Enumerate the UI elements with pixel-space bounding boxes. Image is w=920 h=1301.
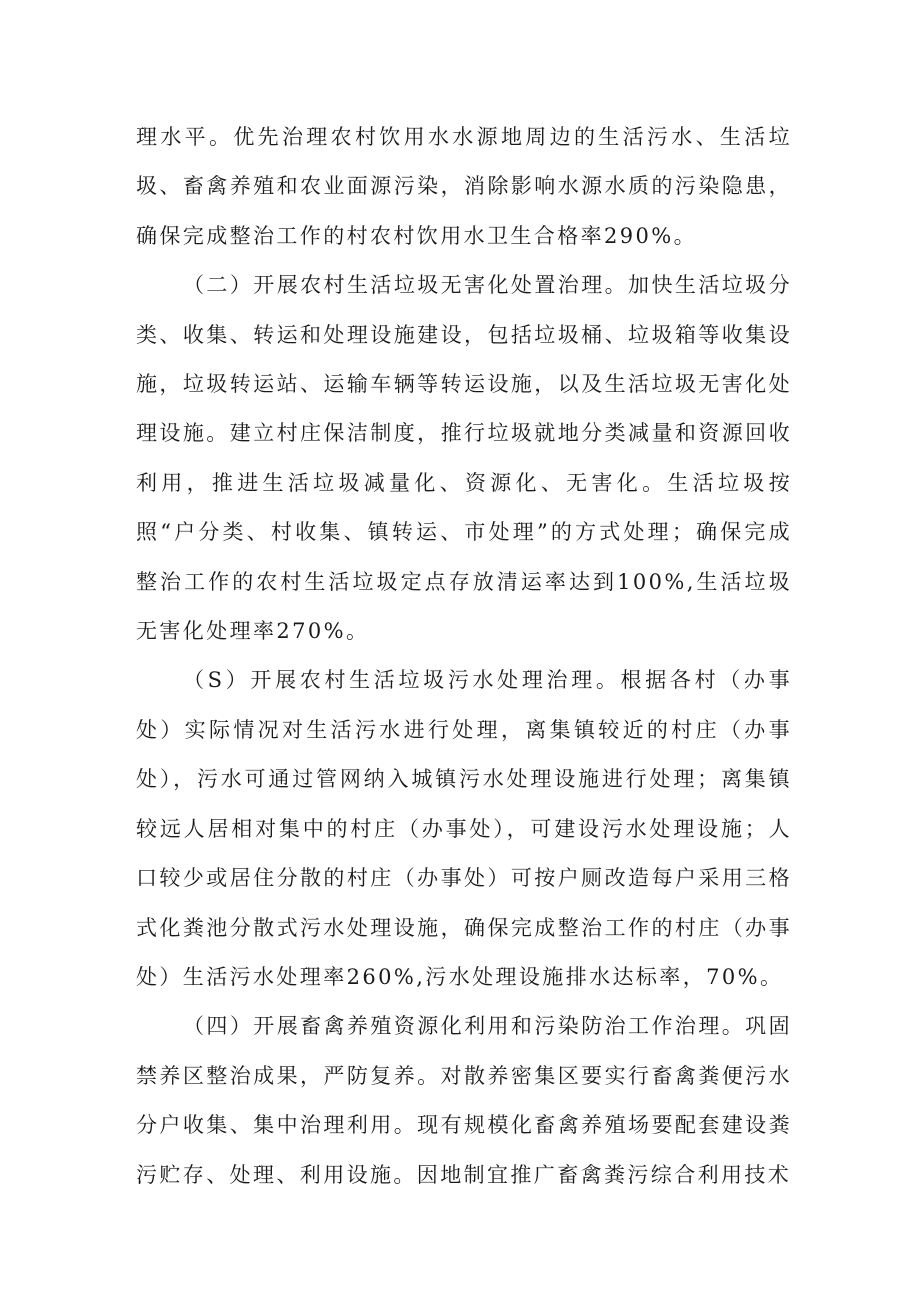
paragraph-section-3: （S）开展农村生活垃圾污水处理治理。根据各村（办事处）实际情况对生活污水进行处理，离集镇较近的村庄（办事处），污水可通过管网纳入城镇污水处理设施进行处理；离集镇较远人居相对集中的村庄（办事处），可建设污水处理设施；人口较少或居住分散的村庄（办事处）可按户厕改造每户采用三格式化粪池分散式污水处理设施，确保完成整治工作的村庄（办事处）生活污水处理率260%,污水处理设施排水达标率，70%。: [136, 668, 792, 989]
paragraph-continuation: 理水平。优先治理农村饮用水水源地周边的生活污水、生活垃圾、畜禽养殖和农业面源污染，消除影响水源水质的污染隐患，确保完成整治工作的村农村饮用水卫生合格率290%。: [136, 125, 792, 248]
paragraph-section-2: （二）开展农村生活垃圾无害化处置治理。加快生活垃圾分类、收集、转运和处理设施建设，包括垃圾桶、垃圾箱等收集设施，垃圾转运站、运输车辆等转运设施，以及生活垃圾无害化处理设施。建立村庄保洁制度，推行垃圾就地分类减量和资源回收利用，推进生活垃圾减量化、资源化、无害化。生活垃圾按照“户分类、村收集、镇转运、市处理”的方式处理；确保完成整治工作的农村生活垃圾定点存放清运率达到100%,生活垃圾无害化处理率270%。: [136, 273, 792, 644]
document-body: [136, 113, 792, 1200]
paragraph-section-4: （四）开展畜禽养殖资源化利用和污染防治工作治理。巩固禁养区整治成果，严防复养。对散养密集区要实行畜禽粪便污水分户收集、集中治理利用。现有规模化畜禽养殖场要配套建设粪污贮存、处理、利用设施。因地制宜推广畜禽粪污综合利用技术: [136, 1014, 792, 1187]
